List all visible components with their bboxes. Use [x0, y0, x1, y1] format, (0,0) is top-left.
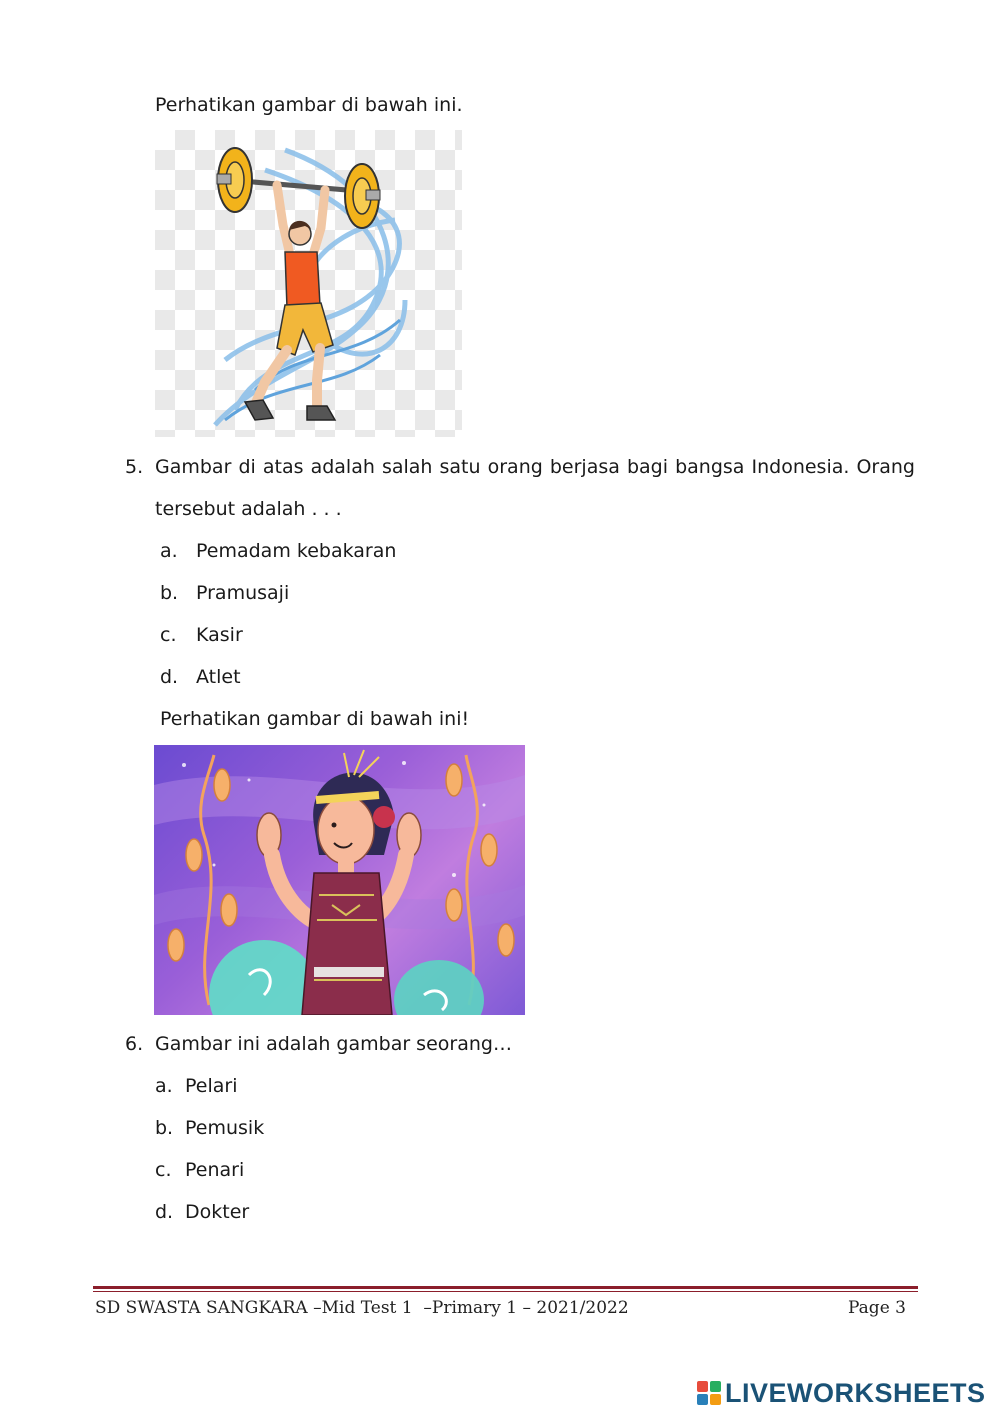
option-5c[interactable]: Kasir	[196, 624, 243, 646]
footer-divider-thin	[93, 1291, 918, 1292]
liveworksheets-brand-text: LIVEWORKSHEETS	[725, 1378, 986, 1408]
option-letter-5b: b.	[160, 582, 179, 604]
option-6d[interactable]: Dokter	[185, 1201, 250, 1223]
option-letter-5c: c.	[160, 624, 177, 646]
option-5d[interactable]: Atlet	[196, 666, 241, 688]
option-6a[interactable]: Pelari	[185, 1075, 238, 1097]
weightlifter-drawing	[155, 130, 462, 437]
instruction-6: Perhatikan gambar di bawah ini!	[160, 708, 470, 730]
page-number: Page 3	[848, 1298, 906, 1318]
liveworksheets-watermark[interactable]	[697, 1378, 986, 1408]
instruction-5: Perhatikan gambar di bawah ini.	[155, 94, 463, 116]
option-5a[interactable]: Pemadam kebakaran	[196, 540, 397, 562]
dancer-illustration	[154, 745, 525, 1015]
liveworksheets-logo-icon	[697, 1381, 721, 1405]
option-letter-6d: d.	[155, 1201, 174, 1223]
dancer-drawing	[154, 745, 525, 1015]
footer-left-text: SD SWASTA SANGKARA –Mid Test 1 –Primary 1 – 2021/2022	[95, 1298, 629, 1318]
option-letter-6a: a.	[155, 1075, 173, 1097]
option-6b[interactable]: Pemusik	[185, 1117, 265, 1139]
option-6c[interactable]: Penari	[185, 1159, 245, 1181]
question-number-6: 6.	[125, 1033, 144, 1055]
question-number-5: 5.	[125, 456, 144, 478]
option-letter-5d: d.	[160, 666, 179, 688]
weightlifter-illustration	[155, 130, 462, 437]
footer-divider-thick	[93, 1286, 918, 1289]
question-5-line2: tersebut adalah . . .	[155, 498, 342, 520]
option-letter-5a: a.	[160, 540, 178, 562]
question-5-line1: Gambar di atas adalah salah satu orang berjasa bagi bangsa Indonesia. Orang	[155, 456, 915, 478]
option-5b[interactable]: Pramusaji	[196, 582, 290, 604]
option-letter-6c: c.	[155, 1159, 172, 1181]
question-6-text: Gambar ini adalah gambar seorang…	[155, 1033, 512, 1055]
option-letter-6b: b.	[155, 1117, 174, 1139]
